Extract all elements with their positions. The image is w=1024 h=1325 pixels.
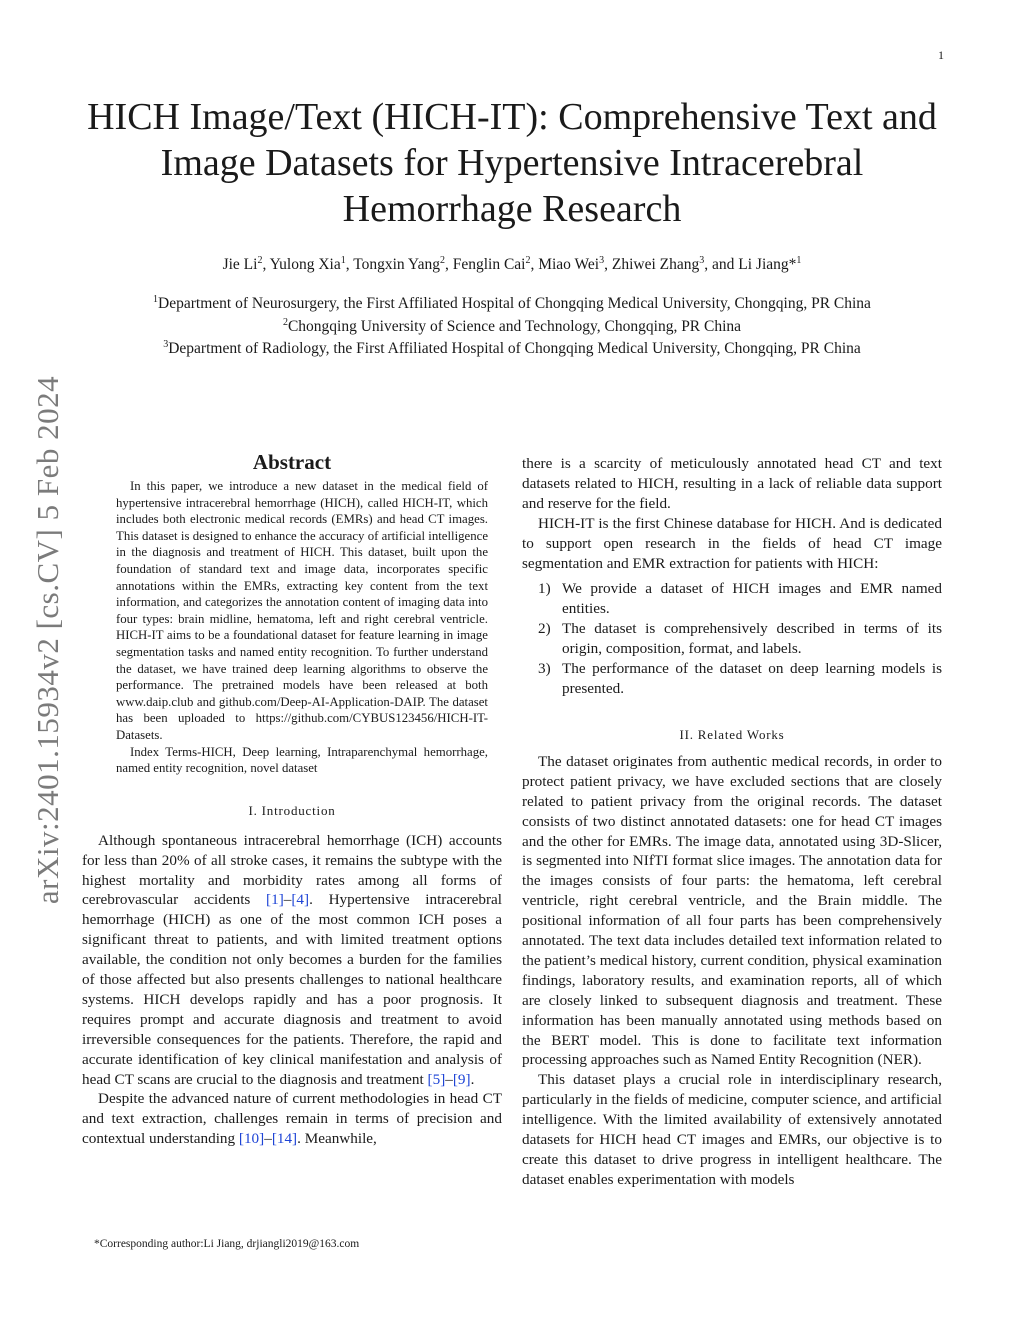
author: Tongxin Yang$^2$, bbox=[353, 254, 453, 273]
citation-link[interactable]: [9] bbox=[452, 1070, 471, 1088]
left-column bbox=[82, 449, 502, 1149]
citation-link[interactable]: [1] bbox=[266, 891, 284, 909]
affiliation-list bbox=[70, 293, 954, 361]
author: Fenglin Cai$^2$, bbox=[452, 254, 539, 273]
list-item: 1) We provide a dataset of HICH images and EMR named entities. bbox=[538, 580, 942, 618]
introduction-body bbox=[82, 831, 502, 1150]
right-column bbox=[522, 454, 942, 1190]
author: Jie Li$^2$, bbox=[222, 254, 270, 273]
contribution-list bbox=[522, 579, 942, 698]
paragraph: The dataset originates from authentic medical records, in order to protect patient privacy, we have excluded sections that are closely related to patient privacy from the original records. The dataset consists of two distinct annotated datasets: one for head CT images and the other for EMRs. The image data, annotated using 3D-Slicer, is segmented into NIfTI format slice images. The annotation data for the images consists of four parts: the hematoma, left cerebral ventricle, right cerebral ventricle, and the Brain middle. The positional information of all four parts has been comprehensively annotated. The text data includes detailed text information related to the patient’s medical history, current condition, physical examination findings, laboratory results, and examination reports, all of which are closely linked to subsequent diagnosis and treatment. These information has been manually annotated using methods based on the BERT model. This is done to facilitate text information processing approaches such as Named Entity Recognition (NER). bbox=[522, 752, 942, 1069]
affiliation: $^1$Department of Neurosurgery, the First Affiliated Hospital of Chongqing Medical University, Chongqing, PR China bbox=[153, 293, 871, 312]
section-heading-related-works: II. Related Works bbox=[679, 726, 785, 742]
author: Yulong Xia$^1$, bbox=[269, 254, 354, 273]
citation-link[interactable]: [10] bbox=[238, 1130, 265, 1148]
citation-link[interactable]: [5] bbox=[427, 1070, 446, 1088]
abstract-body bbox=[116, 478, 488, 777]
paragraph: HICH-IT is the first Chinese database for HICH. And is dedicated to support open research in the fields of head CT image segmentation and EMR extraction for patients with HICH: bbox=[522, 514, 942, 572]
paragraph: Despite the advanced nature of current methodologies in head CT and text extraction, challenges remain in terms of precision and contextual understanding [10]–[14]. Meanwhile, bbox=[82, 1090, 502, 1148]
list-item: 2) The dataset is comprehensively described in terms of its origin, composition, format, and labels. bbox=[538, 620, 942, 658]
paragraph: This dataset plays a crucial role in interdisciplinary research, particularly in the fields of medicine, computer science, and artificial intelligence. With the limited availability of extensively annotated datasets for HICH head CT images and EMRs, our objective is to create this dataset to drive progress in intelligent healthcare. The dataset enables experimentation with models bbox=[522, 1071, 942, 1188]
list-item: 3) The performance of the dataset on deep learning models is presented. bbox=[538, 660, 942, 697]
affiliation: $^2$Chongqing University of Science and Technology, Chongqing, PR China bbox=[282, 316, 742, 335]
abstract-text: In this paper, we introduce a new dataset in the medical field of hypertensive intracerebral hemorrhage (HICH), called HICH-IT, which includes both electronic medical records (EMRs) and head CT images. This dataset is designed to enhance the accuracy of artificial intelligence in the diagnosis and treatment of HICH. This dataset, built upon the foundation of standard text and image data, incorporates specific annotations within the EMRs, extracting key content from the text information, and categorizes the annotation content of imaging data into four types: brain midline, hematoma, left and right cerebral ventricle. HICH-IT aims to be a foundational dataset for feature learning in image segmentation tasks and named entity recognition. To further understand the dataset, we have trained deep learning algorithms to observe the performance. The pretrained models have been released at both www.daip.club and github.com/Deep-AI-Application-DAIP. The dataset has been uploaded to https://github.com/CYBUS123456/HICH-IT-Datasets. bbox=[116, 479, 488, 742]
author: Li Jiang*$^1$ bbox=[738, 254, 802, 273]
paragraph: there is a scarcity of meticulously annotated head CT and text datasets related to HICH, resulting in a lack of reliable data support and reserve for the field. bbox=[522, 455, 942, 512]
page-number: 1 bbox=[938, 48, 944, 62]
introduction-continued bbox=[522, 454, 942, 573]
abstract-heading: Abstract bbox=[252, 450, 332, 474]
arxiv-identifier[interactable]: arXiv:2401.15934v2 [cs.CV] 5 Feb 2024 bbox=[30, 375, 65, 905]
related-works-body bbox=[522, 752, 942, 1190]
paper-title: HICH Image/Text (HICH-IT): Comprehensive Text and Image Datasets for Hypertensive Intracerebral Hemorrhage Research bbox=[87, 96, 937, 230]
citation-link[interactable]: [4] bbox=[291, 891, 310, 909]
section-heading-introduction: I. Introduction bbox=[248, 802, 336, 818]
author: Zhiwei Zhang$^3$, and bbox=[611, 254, 739, 273]
corresponding-author-footnote: *Corresponding author:Li Jiang, drjiangli2019@163.com bbox=[94, 1238, 360, 1250]
affiliation: $^3$Department of Radiology, the First Affiliated Hospital of Chongqing Medical University, Chongqing, PR China bbox=[163, 338, 861, 357]
index-terms: Index Terms-HICH, Deep learning, Intraparenchymal hemorrhage, named entity recognition, novel dataset bbox=[116, 744, 488, 776]
paragraph: Although spontaneous intracerebral hemorrhage (ICH) accounts for less than 20% of all stroke cases, it remains the subtype with the highest mortality and morbidity rates among all forms of cerebrovascular accidents [1]–[4]. Hypertensive intracerebral hemorrhage (HICH) as one of the most common ICH poses a significant threat to patients, and with limited treatment options available, the condition not only becomes a burden for the families of those affected but also presents challenges to national healthcare systems. HICH develops rapidly and has a poor prognosis. It requires prompt and accurate diagnosis and treatment to avoid irreversible consequences for the patients. Therefore, the rapid and accurate identification of key clinical manifestation and analysis of head CT scans are crucial to the diagnosis and treatment [5]–[9]. bbox=[82, 831, 502, 1088]
citation-link[interactable]: [14] bbox=[271, 1130, 298, 1148]
author: Miao Wei$^3$, bbox=[538, 254, 612, 273]
author-list bbox=[70, 254, 954, 276]
